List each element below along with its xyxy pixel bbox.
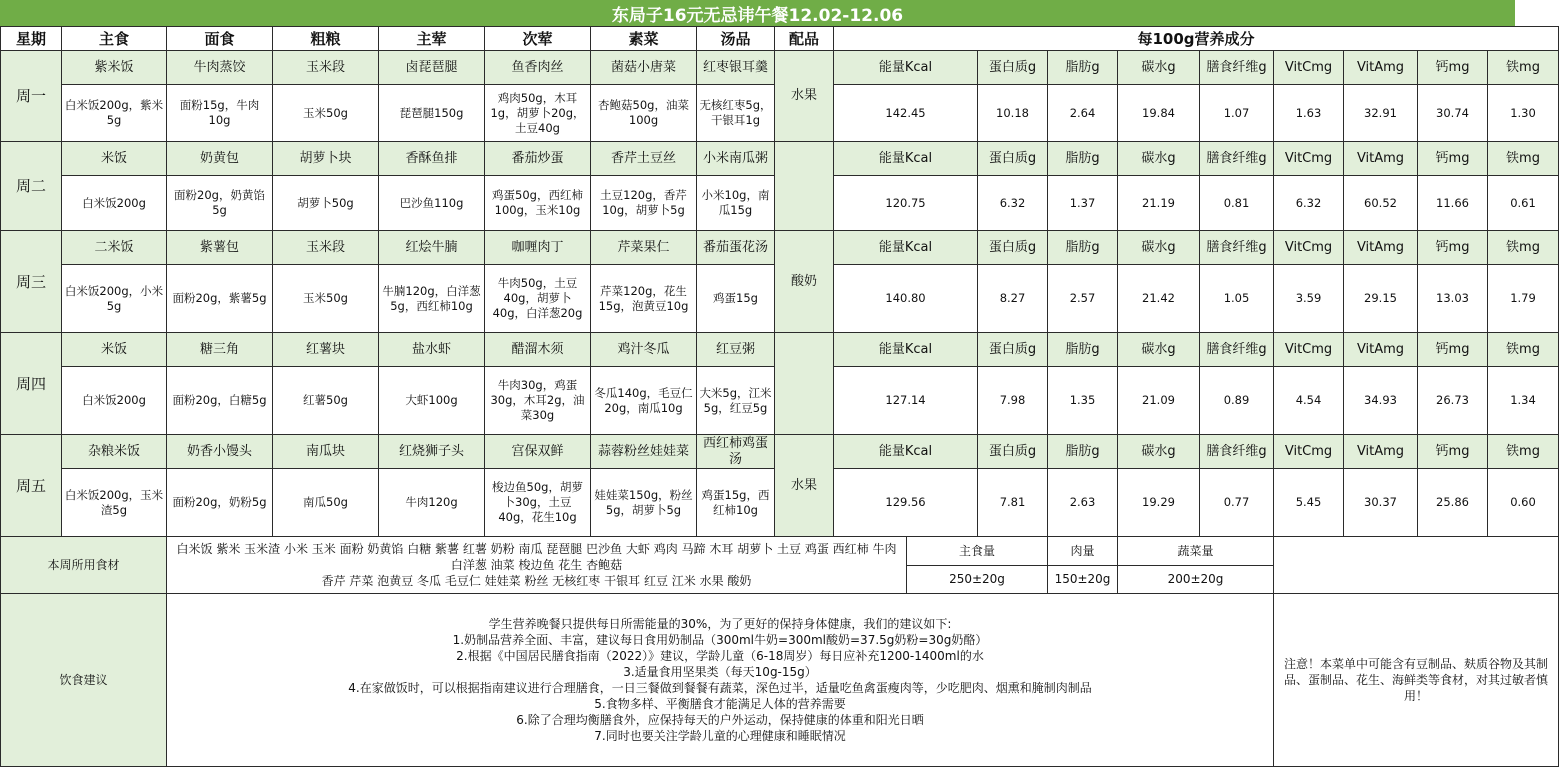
nutrient-label: VitCmg: [1274, 333, 1344, 367]
dish-name: 牛肉蒸饺: [167, 51, 273, 85]
nutrient-value: 1.35: [1048, 367, 1118, 435]
nutrient-value: 2.57: [1048, 265, 1118, 333]
dish-name: 红豆粥: [697, 333, 775, 367]
nutrient-value: 7.81: [978, 469, 1048, 537]
nutrient-label: 碳水g: [1118, 231, 1200, 265]
nutrient-label: 膳食纤维g: [1200, 333, 1274, 367]
advice-line: 学生营养晚餐只提供每日所需能量的30%，为了更好的保持身体健康，我们的建议如下:: [488, 617, 952, 631]
header-veg: 素菜: [591, 27, 697, 51]
day-label: 周一: [1, 51, 62, 142]
dish-name: 小米南瓜粥: [697, 142, 775, 176]
nutrient-value: 1.79: [1488, 265, 1559, 333]
day-dish-row: [1, 333, 1559, 367]
dish-quantity: 芹菜120g，花生15g，泡黄豆10g: [591, 265, 697, 333]
side-item: [775, 142, 834, 231]
nutrient-label: VitAmg: [1344, 51, 1418, 85]
dish-name: 咖喱肉丁: [485, 231, 591, 265]
dish-name: 芹菜果仁: [591, 231, 697, 265]
advice-text: [167, 594, 1274, 767]
dish-name: 番茄炒蛋: [485, 142, 591, 176]
dish-quantity: 玉米50g: [273, 85, 379, 142]
dish-name: 香酥鱼排: [379, 142, 485, 176]
ingredients-list: [167, 537, 907, 594]
nutrient-value: 2.64: [1048, 85, 1118, 142]
nutrient-value: 4.54: [1274, 367, 1344, 435]
nutrient-label: 能量Kcal: [834, 51, 978, 85]
dish-quantity: 牛肉120g: [379, 469, 485, 537]
dish-name: 南瓜块: [273, 435, 379, 469]
nutrient-label: VitAmg: [1344, 231, 1418, 265]
dish-name: 鱼香肉丝: [485, 51, 591, 85]
dish-quantity: 白米饭200g，紫米5g: [62, 85, 167, 142]
nutrient-label: 膳食纤维g: [1200, 231, 1274, 265]
nutrient-label: 蛋白质g: [978, 231, 1048, 265]
dish-quantity: 梭边鱼50g，胡萝卜30g，土豆40g，花生10g: [485, 469, 591, 537]
dish-quantity: 娃娃菜150g，粉丝5g，胡萝卜5g: [591, 469, 697, 537]
nutrient-value: 29.15: [1344, 265, 1418, 333]
nutrient-label: 铁mg: [1488, 51, 1559, 85]
nutrient-label: VitAmg: [1344, 333, 1418, 367]
nutrient-value: 0.60: [1488, 469, 1559, 537]
dish-name: 紫薯包: [167, 231, 273, 265]
header-noodle: 面食: [167, 27, 273, 51]
nutrient-label: 脂肪g: [1048, 142, 1118, 176]
menu-table: [0, 26, 1559, 767]
nutrient-value: 129.56: [834, 469, 978, 537]
advice-line: 4.在家做饭时，可以根据指南建议进行合理膳食，一日三餐做到餐餐有蔬菜，深色过半，适量吃鱼禽蛋瘦肉等，少吃肥肉、烟熏和腌制肉制品: [348, 681, 1092, 695]
nutrient-value: 60.52: [1344, 176, 1418, 231]
header-soup: 汤品: [697, 27, 775, 51]
nutrient-label: 钙mg: [1418, 231, 1488, 265]
nutrient-label: 膳食纤维g: [1200, 435, 1274, 469]
dish-quantity: 面粉20g，奶黄馅5g: [167, 176, 273, 231]
dish-quantity: 白米饭200g，小米5g: [62, 265, 167, 333]
header-meat: 主荤: [379, 27, 485, 51]
dish-name: 西红柿鸡蛋汤: [697, 435, 775, 469]
nutrient-value: 30.74: [1418, 85, 1488, 142]
dish-name: 宫保双鲜: [485, 435, 591, 469]
dish-quantity: 鸡蛋15g: [697, 265, 775, 333]
side-item: [775, 333, 834, 435]
dish-quantity: 面粉20g，白糖5g: [167, 367, 273, 435]
dish-name: 蒜蓉粉丝娃娃菜: [591, 435, 697, 469]
dish-name: 醋溜木须: [485, 333, 591, 367]
ingredients-label: 本周所用食材: [1, 537, 167, 594]
dish-quantity: 白米饭200g: [62, 367, 167, 435]
nutrient-value: 120.75: [834, 176, 978, 231]
dish-quantity: 冬瓜140g，毛豆仁20g，南瓜10g: [591, 367, 697, 435]
dish-name: 盐水虾: [379, 333, 485, 367]
nutrient-value: 26.73: [1418, 367, 1488, 435]
nutrient-value: 2.63: [1048, 469, 1118, 537]
nutrient-value: 1.63: [1274, 85, 1344, 142]
day-dish-row: [1, 51, 1559, 85]
dish-name: 红烩牛腩: [379, 231, 485, 265]
dish-quantity: 鸡蛋15g，西红柿10g: [697, 469, 775, 537]
dish-name: 胡萝卜块: [273, 142, 379, 176]
dish-name: 卤琵琶腿: [379, 51, 485, 85]
veg-value: 200±20g: [1118, 565, 1274, 594]
nutrient-value: 3.59: [1274, 265, 1344, 333]
nutrient-label: 能量Kcal: [834, 231, 978, 265]
nutrient-label: 膳食纤维g: [1200, 142, 1274, 176]
nutrient-value: 34.93: [1344, 367, 1418, 435]
side-item: 水果: [775, 435, 834, 537]
staple-label: 主食量: [907, 537, 1048, 566]
dish-quantity: 杏鲍菇50g，油菜100g: [591, 85, 697, 142]
nutrient-value: 6.32: [978, 176, 1048, 231]
nutrient-label: 铁mg: [1488, 142, 1559, 176]
nutrient-label: 膳食纤维g: [1200, 51, 1274, 85]
veg-label: 蔬菜量: [1118, 537, 1274, 566]
nutrient-label: VitAmg: [1344, 142, 1418, 176]
dish-name: 菌菇小唐菜: [591, 51, 697, 85]
nutrient-value: 0.61: [1488, 176, 1559, 231]
advice-line: 1.奶制品营养全面、丰富，建议每日食用奶制品（300ml牛奶=300ml酸奶=37.5g奶粉=30g奶酪）: [452, 633, 988, 647]
nutrient-label: 脂肪g: [1048, 231, 1118, 265]
nutrient-label: 钙mg: [1418, 142, 1488, 176]
nutrient-label: 钙mg: [1418, 51, 1488, 85]
dish-quantity: 琵琶腿150g: [379, 85, 485, 142]
dish-name: 二米饭: [62, 231, 167, 265]
ingredients-line-1: 白米饭 紫米 玉米渣 小米 玉米 面粉 奶黄馅 白糖 紫薯 红薯 奶粉 南瓜 琵琶腿 巴沙鱼 大虾 鸡肉 马蹄 木耳 胡萝卜 土豆 鸡蛋 西红柿 牛肉 白洋葱 油菜 梭边鱼 花生 杏鲍菇: [176, 542, 897, 572]
nutrient-value: 21.19: [1118, 176, 1200, 231]
header-main: 主食: [62, 27, 167, 51]
nutrient-label: 蛋白质g: [978, 51, 1048, 85]
dish-name: 米饭: [62, 142, 167, 176]
nutrient-label: 铁mg: [1488, 333, 1559, 367]
nutrient-value: 0.89: [1200, 367, 1274, 435]
nutrient-label: 碳水g: [1118, 142, 1200, 176]
nutrient-value: 13.03: [1418, 265, 1488, 333]
nutrient-label: 钙mg: [1418, 435, 1488, 469]
day-label: 周三: [1, 231, 62, 333]
dish-name: 红枣银耳羹: [697, 51, 775, 85]
dish-quantity: 大米5g，江米5g，红豆5g: [697, 367, 775, 435]
dish-quantity: 无核红枣5g，干银耳1g: [697, 85, 775, 142]
nutrient-value: 10.18: [978, 85, 1048, 142]
dish-name: 玉米段: [273, 51, 379, 85]
nutrient-value: 0.77: [1200, 469, 1274, 537]
dish-name: 香芹土豆丝: [591, 142, 697, 176]
dish-quantity: 白米饭200g，玉米渣5g: [62, 469, 167, 537]
nutrient-value: 19.84: [1118, 85, 1200, 142]
nutrient-value: 1.34: [1488, 367, 1559, 435]
nutrient-label: 铁mg: [1488, 231, 1559, 265]
dish-quantity: 红薯50g: [273, 367, 379, 435]
dish-quantity: 胡萝卜50g: [273, 176, 379, 231]
advice-line: 7.同时也要关注学龄儿童的心理健康和睡眠情况: [594, 729, 846, 743]
advice-label: 饮食建议: [1, 594, 167, 767]
nutrient-value: 6.32: [1274, 176, 1344, 231]
dish-quantity: 面粉15g，牛肉10g: [167, 85, 273, 142]
nutrient-value: 25.86: [1418, 469, 1488, 537]
nutrient-label: VitCmg: [1274, 51, 1344, 85]
nutrient-label: 碳水g: [1118, 333, 1200, 367]
dish-name: 番茄蛋花汤: [697, 231, 775, 265]
nutrient-value: 140.80: [834, 265, 978, 333]
nutrient-label: 能量Kcal: [834, 435, 978, 469]
dish-quantity: 面粉20g，奶粉5g: [167, 469, 273, 537]
dish-name: 鸡汁冬瓜: [591, 333, 697, 367]
dish-name: 紫米饭: [62, 51, 167, 85]
nutrient-value: 7.98: [978, 367, 1048, 435]
dish-quantity: 牛腩120g，白洋葱5g，西红柿10g: [379, 265, 485, 333]
side-item: 水果: [775, 51, 834, 142]
nutrient-label: 蛋白质g: [978, 435, 1048, 469]
nutrient-value: 11.66: [1418, 176, 1488, 231]
dish-quantity: 土豆120g，香芹10g，胡萝卜5g: [591, 176, 697, 231]
dish-quantity: 牛肉50g，土豆40g，胡萝卜40g，白洋葱20g: [485, 265, 591, 333]
nutrient-label: VitCmg: [1274, 435, 1344, 469]
nutrient-label: 钙mg: [1418, 333, 1488, 367]
header-sub: 次荤: [485, 27, 591, 51]
dish-quantity: 面粉20g，紫薯5g: [167, 265, 273, 333]
day-label: 周五: [1, 435, 62, 537]
dish-name: 米饭: [62, 333, 167, 367]
nutrient-label: VitCmg: [1274, 231, 1344, 265]
meat-label: 肉量: [1048, 537, 1118, 566]
header-side: 配品: [775, 27, 834, 51]
nutrient-label: 脂肪g: [1048, 435, 1118, 469]
advice-line: 2.根据《中国居民膳食指南（2022）》建议，学龄儿童（6-18周岁）每日应补充1200-1400ml的水: [456, 649, 984, 663]
nutrient-label: 能量Kcal: [834, 333, 978, 367]
menu-title: 东局子16元无忌讳午餐12.02-12.06: [0, 0, 1515, 26]
meat-value: 150±20g: [1048, 565, 1118, 594]
nutrient-value: 1.30: [1488, 85, 1559, 142]
side-item: 酸奶: [775, 231, 834, 333]
nutrient-value: 5.45: [1274, 469, 1344, 537]
empty-cell: [1274, 537, 1559, 594]
dish-quantity: 巴沙鱼110g: [379, 176, 485, 231]
ingredients-line-2: 香芹 芹菜 泡黄豆 冬瓜 毛豆仁 娃娃菜 粉丝 无核红枣 干银耳 红豆 江米 水果 酸奶: [321, 574, 752, 588]
nutrient-label: VitAmg: [1344, 435, 1418, 469]
nutrient-value: 30.37: [1344, 469, 1418, 537]
nutrient-value: 21.42: [1118, 265, 1200, 333]
allergy-notice: 注意！本菜单中可能含有豆制品、麸质谷物及其制品、蛋制品、花生、海鲜类等食材，对其过敏者慎用！: [1274, 594, 1559, 767]
header-day: 星期: [1, 27, 62, 51]
nutrient-label: 碳水g: [1118, 435, 1200, 469]
nutrient-value: 32.91: [1344, 85, 1418, 142]
nutrient-value: 1.05: [1200, 265, 1274, 333]
advice-line: 3.适量食用坚果类（每天10g-15g）: [623, 665, 817, 679]
day-label: 周二: [1, 142, 62, 231]
advice-line: 5.食物多样、平衡膳食才能满足人体的营养需要: [594, 697, 846, 711]
dish-name: 杂粮米饭: [62, 435, 167, 469]
dish-quantity: 鸡肉50g，木耳1g，胡萝卜20g，土豆40g: [485, 85, 591, 142]
ingredients-row: [1, 537, 1559, 566]
dish-name: 奶黄包: [167, 142, 273, 176]
dish-quantity: 小米10g，南瓜15g: [697, 176, 775, 231]
nutrient-label: 能量Kcal: [834, 142, 978, 176]
nutrient-label: 碳水g: [1118, 51, 1200, 85]
nutrient-value: 0.81: [1200, 176, 1274, 231]
nutrient-label: 蛋白质g: [978, 333, 1048, 367]
nutrient-value: 1.37: [1048, 176, 1118, 231]
day-dish-row: [1, 435, 1559, 469]
day-dish-row: [1, 142, 1559, 176]
nutrient-value: 8.27: [978, 265, 1048, 333]
staple-value: 250±20g: [907, 565, 1048, 594]
dish-quantity: 鸡蛋50g，西红柿100g，玉米10g: [485, 176, 591, 231]
dish-name: 糖三角: [167, 333, 273, 367]
advice-line: 6.除了合理均衡膳食外，应保持每天的户外运动，保持健康的体重和阳光日晒: [516, 713, 924, 727]
dish-name: 红烧狮子头: [379, 435, 485, 469]
header-row: [1, 27, 1559, 51]
nutrient-label: 蛋白质g: [978, 142, 1048, 176]
dish-quantity: 南瓜50g: [273, 469, 379, 537]
nutrient-label: 脂肪g: [1048, 333, 1118, 367]
nutrient-label: VitCmg: [1274, 142, 1344, 176]
dish-name: 玉米段: [273, 231, 379, 265]
dish-quantity: 牛肉30g，鸡蛋30g，木耳2g，油菜30g: [485, 367, 591, 435]
nutrient-value: 1.07: [1200, 85, 1274, 142]
header-coarse: 粗粮: [273, 27, 379, 51]
dish-quantity: 玉米50g: [273, 265, 379, 333]
dish-name: 红薯块: [273, 333, 379, 367]
nutrient-value: 19.29: [1118, 469, 1200, 537]
advice-row: [1, 594, 1559, 767]
day-dish-row: [1, 231, 1559, 265]
nutrient-value: 127.14: [834, 367, 978, 435]
nutrient-label: 脂肪g: [1048, 51, 1118, 85]
header-nutrition: 每100g营养成分: [834, 27, 1559, 51]
dish-name: 奶香小馒头: [167, 435, 273, 469]
dish-quantity: 大虾100g: [379, 367, 485, 435]
nutrient-value: 142.45: [834, 85, 978, 142]
nutrient-value: 21.09: [1118, 367, 1200, 435]
dish-quantity: 白米饭200g: [62, 176, 167, 231]
nutrient-label: 铁mg: [1488, 435, 1559, 469]
day-label: 周四: [1, 333, 62, 435]
